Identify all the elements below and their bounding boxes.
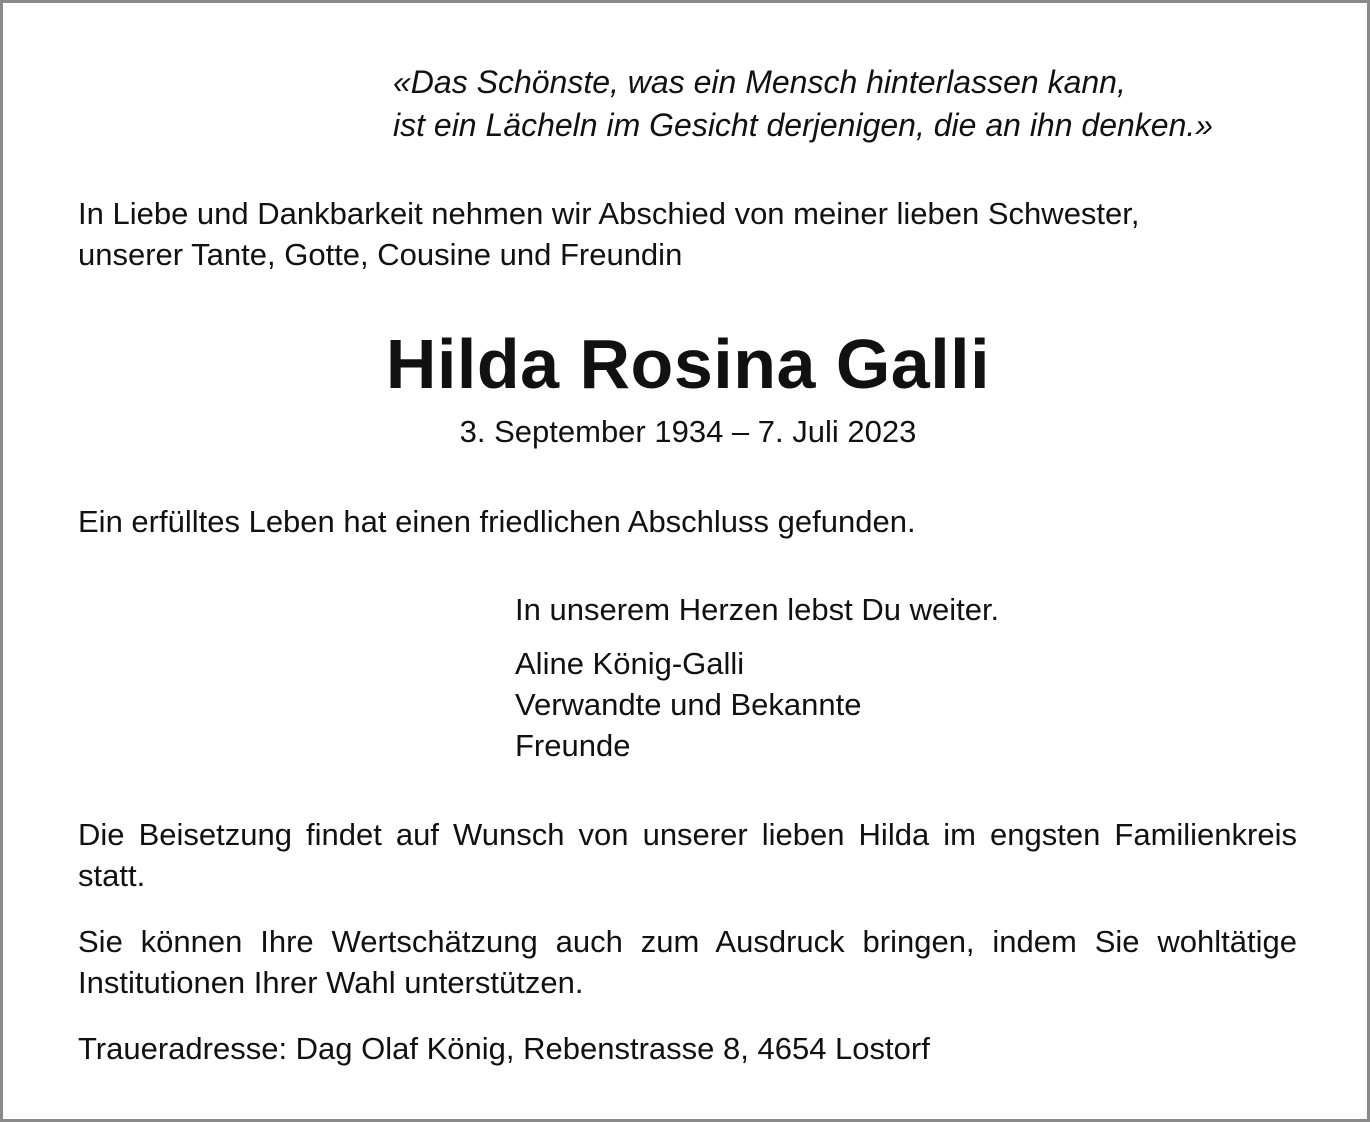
- burial-text: Die Beisetzung findet auf Wunsch von unserer lieben Hilda im engsten Familienkreis statt.: [78, 817, 1297, 893]
- intro-line-2: unserer Tante, Gotte, Cousine und Freundin: [78, 237, 683, 272]
- signer: Verwandte und Bekannte: [515, 687, 862, 722]
- life-text: Ein erfülltes Leben hat einen friedlichen Abschluss gefunden.: [78, 504, 916, 539]
- quote-line-1: «Das Schönste, was ein Mensch hinterlassen kann,: [393, 64, 1126, 100]
- quote: [393, 61, 1213, 147]
- intro-text: [78, 193, 1297, 275]
- heart-text: In unserem Herzen lebst Du weiter.: [515, 592, 1000, 627]
- signer: Freunde: [515, 728, 631, 763]
- deceased-name: Hilda Rosina Galli: [385, 325, 991, 403]
- intro-line-1: In Liebe und Dankbarkeit nehmen wir Abschied von meiner lieben Schwester,: [78, 196, 1140, 231]
- mourning-address: Traueradresse: Dag Olaf König, Rebenstrasse 8, 4654 Lostorf: [78, 1031, 930, 1066]
- charity-text: Sie können Ihre Wertschätzung auch zum Ausdruck bringen, indem Sie wohltätige Institutionen Ihrer Wahl unterstützen.: [78, 924, 1297, 1000]
- quote-line-2: ist ein Lächeln im Gesicht derjenigen, die an ihn denken.»: [393, 107, 1214, 143]
- signer: Aline König-Galli: [515, 646, 745, 681]
- signers-list: [515, 643, 861, 766]
- life-dates: 3. September 1934 – 7. Juli 2023: [459, 414, 917, 449]
